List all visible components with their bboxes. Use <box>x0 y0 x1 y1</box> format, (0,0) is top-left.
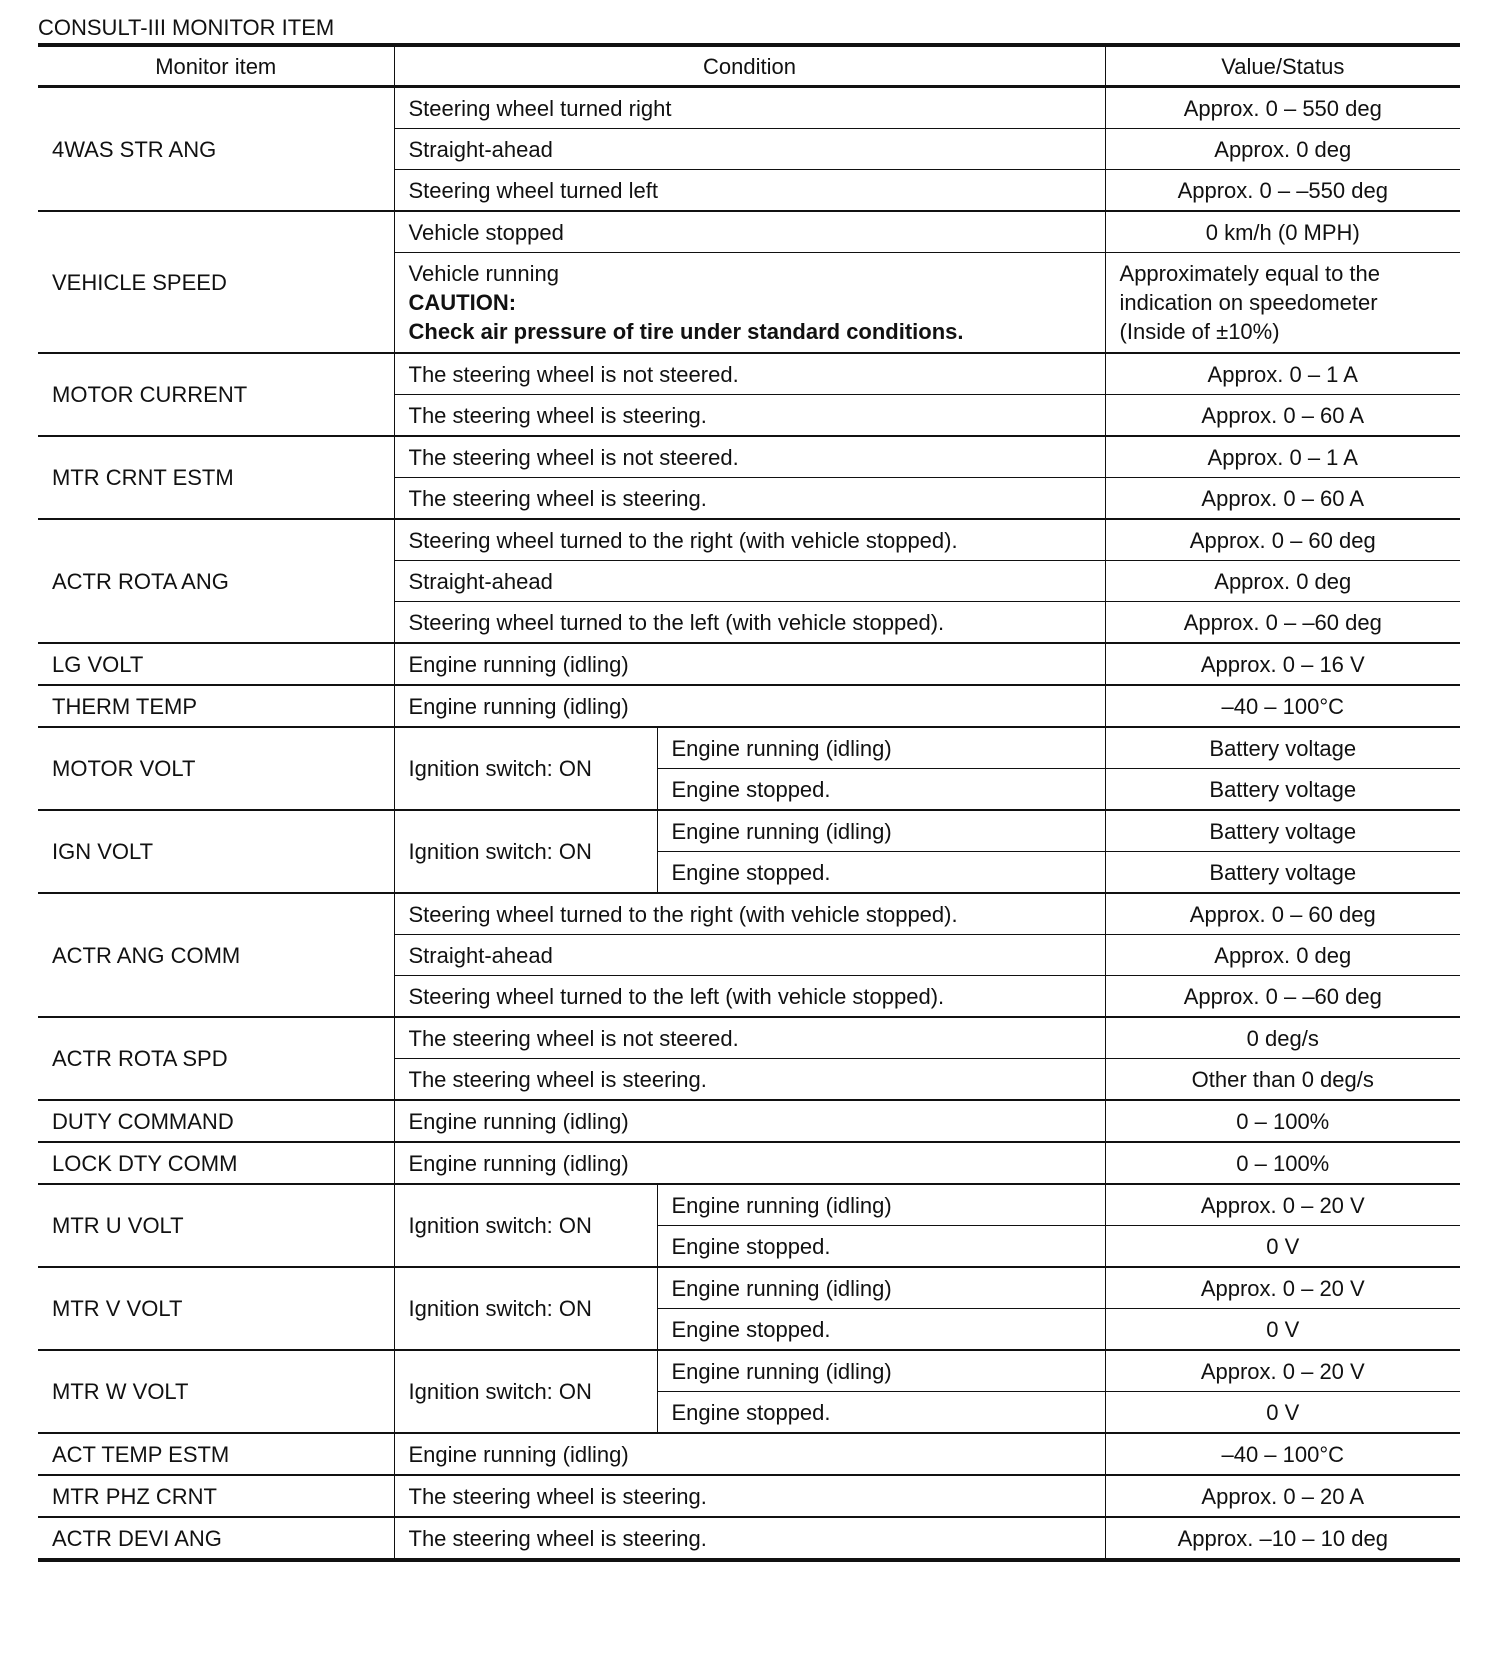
table-row <box>38 211 1460 253</box>
value-cell: Approx. 0 deg <box>1105 935 1460 976</box>
table-row <box>38 87 1460 129</box>
value-cell: Approx. 0 deg <box>1105 129 1460 170</box>
monitor-item-cell: DUTY COMMAND <box>38 1100 394 1142</box>
condition-cell: Engine running (idling) <box>394 685 1105 727</box>
table-row <box>38 1433 1460 1475</box>
row-group-duty-command <box>38 1100 1460 1142</box>
monitor-item-cell: 4WAS STR ANG <box>38 87 394 212</box>
monitor-item-cell: MTR W VOLT <box>38 1350 394 1433</box>
value-cell: Approx. 0 – 60 A <box>1105 395 1460 437</box>
value-cell: Approx. –10 – 10 deg <box>1105 1517 1460 1560</box>
value-cell: Approx. 0 – 60 deg <box>1105 519 1460 561</box>
value-cell: Approximately equal to the indication on speedometer (Inside of ±10%) <box>1105 253 1460 354</box>
condition-cell: Engine running (idling) <box>394 1100 1105 1142</box>
monitor-item-cell: MOTOR VOLT <box>38 727 394 810</box>
row-group-actr-rota-ang <box>38 519 1460 643</box>
condition-cell: Engine running (idling) <box>657 1350 1105 1392</box>
row-group-actr-rota-spd <box>38 1017 1460 1100</box>
column-header-monitor-item: Monitor item <box>38 45 394 87</box>
value-cell: Battery voltage <box>1105 769 1460 811</box>
table-row <box>38 436 1460 478</box>
table-row <box>38 1100 1460 1142</box>
value-cell: –40 – 100°C <box>1105 1433 1460 1475</box>
condition-cell: Steering wheel turned to the left (with vehicle stopped). <box>394 976 1105 1018</box>
value-cell: Other than 0 deg/s <box>1105 1059 1460 1101</box>
row-group-ign-volt <box>38 810 1460 893</box>
table-row <box>38 519 1460 561</box>
value-cell: 0 deg/s <box>1105 1017 1460 1059</box>
table-row <box>38 1350 1460 1392</box>
condition-cell: Engine running (idling) <box>657 1184 1105 1226</box>
monitor-item-cell: THERM TEMP <box>38 685 394 727</box>
caution-label: CAUTION: <box>408 290 517 315</box>
condition-cell: Engine stopped. <box>657 1392 1105 1434</box>
table-row <box>38 1142 1460 1184</box>
caution-note: Check air pressure of tire under standard conditions. <box>408 319 964 344</box>
value-cell: Approx. 0 – –60 deg <box>1105 976 1460 1018</box>
row-group-lg-volt <box>38 643 1460 685</box>
condition-cell: The steering wheel is steering. <box>394 395 1105 437</box>
table-header-row <box>38 45 1460 87</box>
condition-cell: Engine stopped. <box>657 1309 1105 1351</box>
row-group-vehicle-speed <box>38 211 1460 353</box>
condition-cell: Engine stopped. <box>657 769 1105 811</box>
table-row <box>38 643 1460 685</box>
value-cell: Battery voltage <box>1105 810 1460 852</box>
value-cell: Approx. 0 – –550 deg <box>1105 170 1460 212</box>
condition-cell: The steering wheel is not steered. <box>394 436 1105 478</box>
value-cell: Approx. 0 deg <box>1105 561 1460 602</box>
condition-cell: Engine stopped. <box>657 852 1105 894</box>
value-cell: 0 V <box>1105 1392 1460 1434</box>
condition-cell: The steering wheel is steering. <box>394 1059 1105 1101</box>
row-group-mtr-u-volt <box>38 1184 1460 1267</box>
table-row <box>38 1267 1460 1309</box>
value-cell: Approx. 0 – 20 V <box>1105 1350 1460 1392</box>
table-row <box>38 810 1460 852</box>
monitor-item-cell: MTR U VOLT <box>38 1184 394 1267</box>
monitor-item-cell: VEHICLE SPEED <box>38 211 394 353</box>
row-group-actr-ang-comm <box>38 893 1460 1017</box>
row-group-motor-volt <box>38 727 1460 810</box>
row-group-mtr-crnt-estm <box>38 436 1460 519</box>
condition-cell: Engine running (idling) <box>657 810 1105 852</box>
table-row <box>38 1184 1460 1226</box>
column-header-value-status: Value/Status <box>1105 45 1460 87</box>
value-cell: Approx. 0 – 16 V <box>1105 643 1460 685</box>
condition-cell: Straight-ahead <box>394 561 1105 602</box>
row-group-4was-str-ang <box>38 87 1460 212</box>
monitor-item-cell: MTR V VOLT <box>38 1267 394 1350</box>
switch-condition-cell: Ignition switch: ON <box>394 727 657 810</box>
monitor-item-cell: ACTR ROTA ANG <box>38 519 394 643</box>
value-cell: Approx. 0 – 550 deg <box>1105 87 1460 129</box>
table-row <box>38 727 1460 769</box>
condition-cell: Engine running (idling) <box>394 1142 1105 1184</box>
condition-cell: Vehicle stopped <box>394 211 1105 253</box>
condition-cell: Engine running (idling) <box>394 643 1105 685</box>
value-cell: 0 V <box>1105 1226 1460 1268</box>
condition-cell-with-caution <box>394 253 1105 354</box>
condition-cell: Steering wheel turned right <box>394 87 1105 129</box>
value-cell: 0 – 100% <box>1105 1100 1460 1142</box>
value-cell: Approx. 0 – 1 A <box>1105 353 1460 395</box>
condition-cell: Engine running (idling) <box>657 1267 1105 1309</box>
table-row <box>38 353 1460 395</box>
row-group-mtr-v-volt <box>38 1267 1460 1350</box>
condition-cell: Steering wheel turned to the right (with vehicle stopped). <box>394 893 1105 935</box>
monitor-item-table <box>38 43 1460 1562</box>
condition-cell: The steering wheel is steering. <box>394 1517 1105 1560</box>
value-cell: 0 km/h (0 MPH) <box>1105 211 1460 253</box>
condition-cell: Straight-ahead <box>394 935 1105 976</box>
value-cell: Battery voltage <box>1105 852 1460 894</box>
value-cell: Approx. 0 – 20 A <box>1105 1475 1460 1517</box>
column-header-condition: Condition <box>394 45 1105 87</box>
row-group-actr-devi-ang <box>38 1517 1460 1560</box>
value-cell: 0 – 100% <box>1105 1142 1460 1184</box>
table-row <box>38 685 1460 727</box>
value-cell: –40 – 100°C <box>1105 685 1460 727</box>
switch-condition-cell: Ignition switch: ON <box>394 1350 657 1433</box>
condition-cell: The steering wheel is steering. <box>394 1475 1105 1517</box>
table-row <box>38 893 1460 935</box>
condition-cell: The steering wheel is steering. <box>394 478 1105 520</box>
monitor-item-cell: IGN VOLT <box>38 810 394 893</box>
condition-cell: Engine running (idling) <box>657 727 1105 769</box>
monitor-item-cell: LG VOLT <box>38 643 394 685</box>
condition-cell: The steering wheel is not steered. <box>394 353 1105 395</box>
table-row <box>38 1475 1460 1517</box>
condition-text: Vehicle running <box>408 261 559 286</box>
row-group-mtr-phz-crnt <box>38 1475 1460 1517</box>
row-group-motor-current <box>38 353 1460 436</box>
condition-cell: Engine stopped. <box>657 1226 1105 1268</box>
row-group-mtr-w-volt <box>38 1350 1460 1433</box>
value-cell: Approx. 0 – 20 V <box>1105 1267 1460 1309</box>
row-group-lock-dty-comm <box>38 1142 1460 1184</box>
monitor-item-cell: MOTOR CURRENT <box>38 353 394 436</box>
value-cell: Approx. 0 – 20 V <box>1105 1184 1460 1226</box>
switch-condition-cell: Ignition switch: ON <box>394 1267 657 1350</box>
condition-cell: Straight-ahead <box>394 129 1105 170</box>
monitor-item-cell: ACTR ANG COMM <box>38 893 394 1017</box>
table-title: CONSULT-III MONITOR ITEM <box>38 15 335 40</box>
condition-cell: Steering wheel turned to the left (with vehicle stopped). <box>394 602 1105 644</box>
value-cell: 0 V <box>1105 1309 1460 1351</box>
monitor-item-cell: LOCK DTY COMM <box>38 1142 394 1184</box>
condition-cell: Engine running (idling) <box>394 1433 1105 1475</box>
condition-cell: The steering wheel is not steered. <box>394 1017 1105 1059</box>
table-row <box>38 1517 1460 1560</box>
monitor-item-cell: ACTR DEVI ANG <box>38 1517 394 1560</box>
value-cell: Battery voltage <box>1105 727 1460 769</box>
condition-cell: Steering wheel turned left <box>394 170 1105 212</box>
value-cell: Approx. 0 – 60 A <box>1105 478 1460 520</box>
condition-cell: Steering wheel turned to the right (with vehicle stopped). <box>394 519 1105 561</box>
switch-condition-cell: Ignition switch: ON <box>394 1184 657 1267</box>
value-cell: Approx. 0 – 1 A <box>1105 436 1460 478</box>
monitor-item-cell: MTR CRNT ESTM <box>38 436 394 519</box>
monitor-item-cell: ACT TEMP ESTM <box>38 1433 394 1475</box>
value-cell: Approx. 0 – 60 deg <box>1105 893 1460 935</box>
monitor-item-cell: MTR PHZ CRNT <box>38 1475 394 1517</box>
row-group-act-temp-estm <box>38 1433 1460 1475</box>
row-group-therm-temp <box>38 685 1460 727</box>
monitor-item-cell: ACTR ROTA SPD <box>38 1017 394 1100</box>
table-row <box>38 1017 1460 1059</box>
value-cell: Approx. 0 – –60 deg <box>1105 602 1460 644</box>
switch-condition-cell: Ignition switch: ON <box>394 810 657 893</box>
